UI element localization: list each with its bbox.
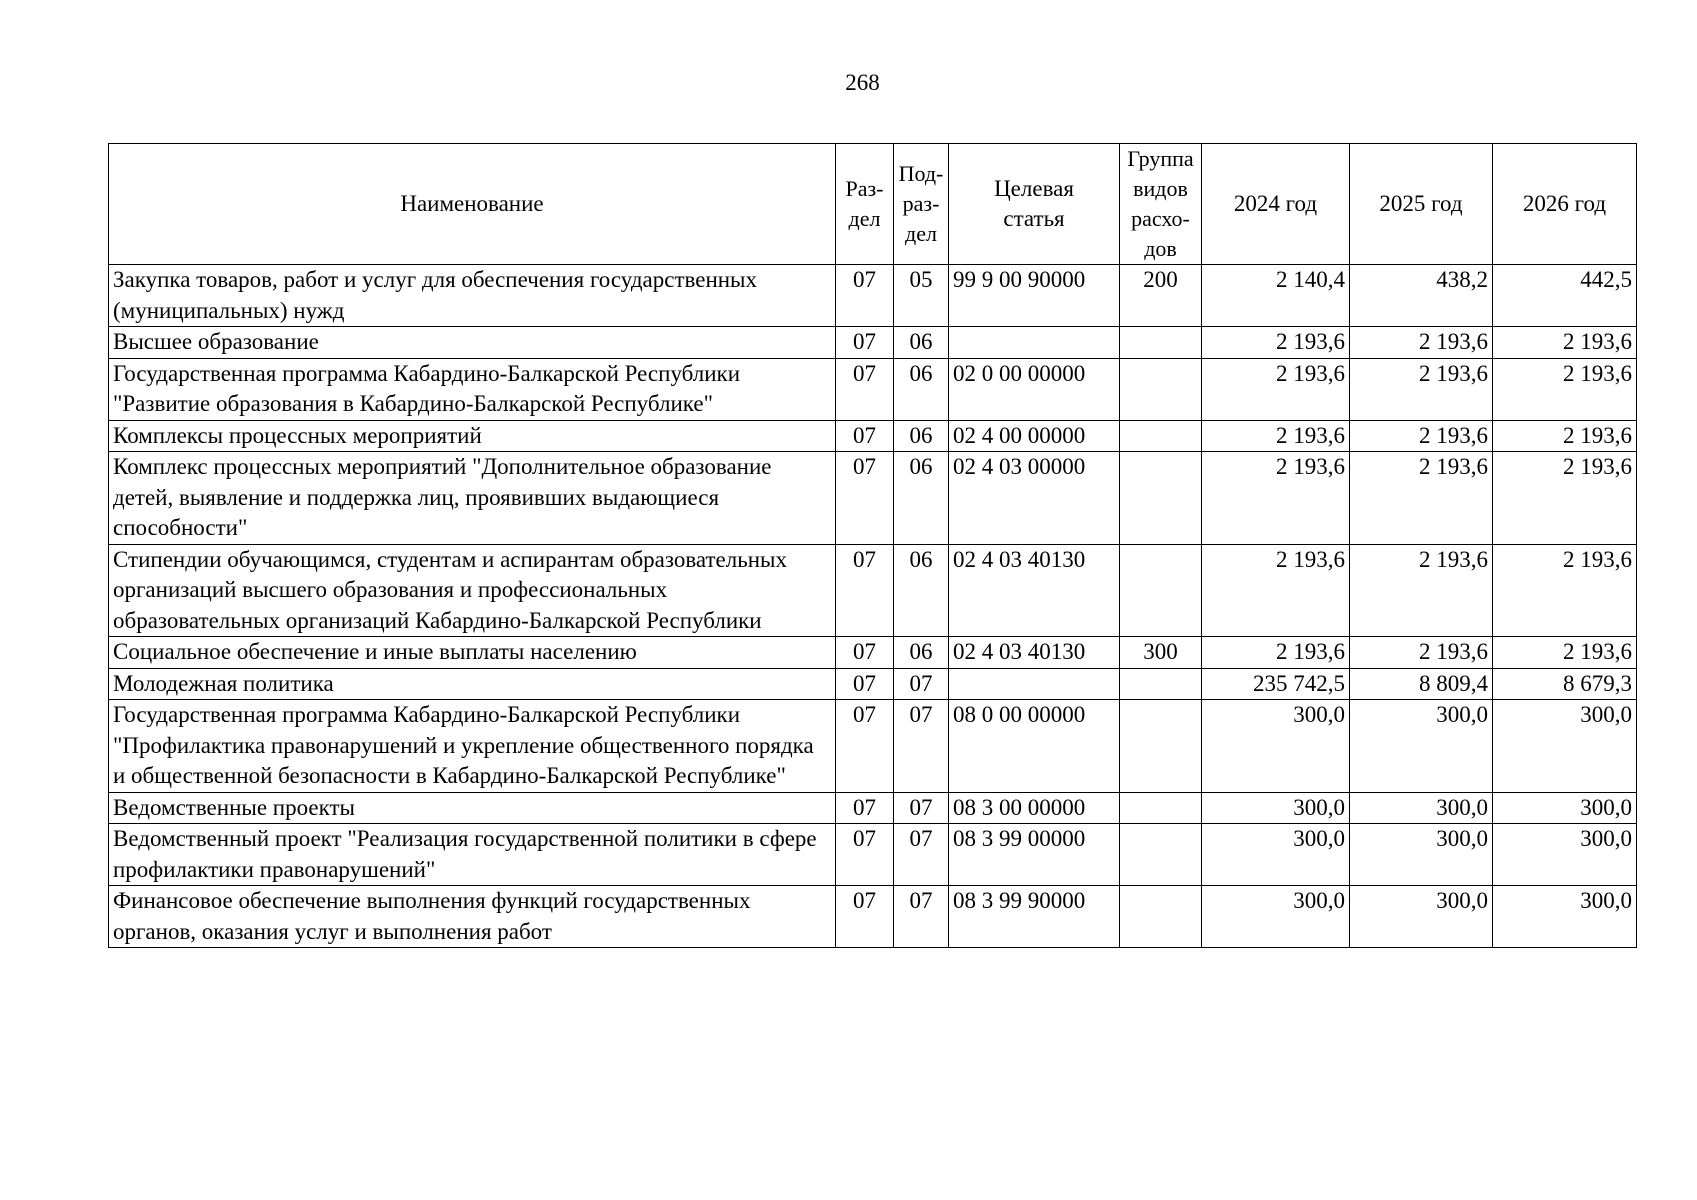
cell-2024: 300,0	[1202, 886, 1350, 948]
cell-2024: 2 193,6	[1202, 358, 1350, 420]
cell-2024: 2 193,6	[1202, 420, 1350, 452]
col-header-razdel-text: Раз- дел	[845, 176, 884, 231]
cell-podrazdel: 06	[894, 327, 949, 359]
table-row	[109, 637, 1637, 669]
cell-group: 200	[1120, 265, 1202, 327]
cell-target: 08 3 99 90000	[949, 886, 1120, 948]
cell-target: 08 3 99 00000	[949, 824, 1120, 886]
cell-2025: 2 193,6	[1350, 637, 1493, 669]
cell-2025: 438,2	[1350, 265, 1493, 327]
cell-target: 02 4 00 00000	[949, 420, 1120, 452]
cell-podrazdel: 06	[894, 544, 949, 637]
cell-2024: 300,0	[1202, 824, 1350, 886]
cell-razdel: 07	[836, 265, 894, 327]
cell-2025: 8 809,4	[1350, 668, 1493, 700]
table-header	[109, 144, 1637, 265]
cell-2025: 2 193,6	[1350, 452, 1493, 545]
cell-2026: 2 193,6	[1493, 637, 1637, 669]
cell-2026: 300,0	[1493, 792, 1637, 824]
cell-podrazdel: 07	[894, 792, 949, 824]
cell-name: Ведомственные проекты	[109, 792, 836, 824]
cell-podrazdel: 07	[894, 700, 949, 793]
cell-podrazdel: 07	[894, 886, 949, 948]
cell-razdel: 07	[836, 886, 894, 948]
cell-podrazdel: 06	[894, 420, 949, 452]
cell-name: Государственная программа Кабардино-Балкарской Республики "Развитие образования в Кабардино-Балкарской Республике"	[109, 358, 836, 420]
table-row	[109, 792, 1637, 824]
table-row	[109, 668, 1637, 700]
table-row	[109, 265, 1637, 327]
table-row	[109, 824, 1637, 886]
cell-podrazdel: 06	[894, 452, 949, 545]
col-header-name: Наименование	[109, 144, 836, 265]
cell-name: Социальное обеспечение и иные выплаты населению	[109, 637, 836, 669]
cell-razdel: 07	[836, 358, 894, 420]
cell-2026: 300,0	[1493, 886, 1637, 948]
cell-2026: 2 193,6	[1493, 420, 1637, 452]
cell-razdel: 07	[836, 544, 894, 637]
cell-target: 02 4 03 00000	[949, 452, 1120, 545]
cell-group	[1120, 544, 1202, 637]
col-header-2026: 2026 год	[1493, 144, 1637, 265]
col-header-group	[1120, 144, 1202, 265]
table-body	[109, 265, 1637, 948]
col-header-razdel	[836, 144, 894, 265]
cell-podrazdel: 07	[894, 668, 949, 700]
cell-target: 08 3 00 00000	[949, 792, 1120, 824]
budget-table	[108, 143, 1637, 948]
cell-razdel: 07	[836, 452, 894, 545]
page-number: 268	[845, 70, 880, 95]
cell-name: Стипендии обучающимся, студентам и аспирантам образовательных организаций высшего образования и профессиональных образовательных организаций Кабардино-Балкарской Республики	[109, 544, 836, 637]
col-header-2025: 2025 год	[1350, 144, 1493, 265]
cell-group	[1120, 886, 1202, 948]
cell-2026: 2 193,6	[1493, 544, 1637, 637]
cell-group	[1120, 452, 1202, 545]
cell-target: 99 9 00 90000	[949, 265, 1120, 327]
cell-target: 02 4 03 40130	[949, 637, 1120, 669]
cell-razdel: 07	[836, 792, 894, 824]
cell-2025: 2 193,6	[1350, 544, 1493, 637]
cell-2024: 2 193,6	[1202, 637, 1350, 669]
cell-2024: 2 193,6	[1202, 452, 1350, 545]
cell-podrazdel: 07	[894, 824, 949, 886]
cell-group	[1120, 700, 1202, 793]
cell-razdel: 07	[836, 824, 894, 886]
cell-2026: 300,0	[1493, 700, 1637, 793]
cell-razdel: 07	[836, 700, 894, 793]
cell-2025: 300,0	[1350, 824, 1493, 886]
cell-group	[1120, 420, 1202, 452]
cell-group: 300	[1120, 637, 1202, 669]
cell-podrazdel: 05	[894, 265, 949, 327]
cell-name: Ведомственный проект "Реализация государственной политики в сфере профилактики правонарушений"	[109, 824, 836, 886]
cell-2025: 2 193,6	[1350, 358, 1493, 420]
cell-target: 02 0 00 00000	[949, 358, 1120, 420]
cell-2024: 2 140,4	[1202, 265, 1350, 327]
cell-2024: 2 193,6	[1202, 327, 1350, 359]
cell-razdel: 07	[836, 668, 894, 700]
cell-2026: 8 679,3	[1493, 668, 1637, 700]
col-header-target	[949, 144, 1120, 265]
cell-group	[1120, 792, 1202, 824]
cell-2025: 2 193,6	[1350, 420, 1493, 452]
cell-razdel: 07	[836, 327, 894, 359]
cell-2024: 300,0	[1202, 700, 1350, 793]
cell-razdel: 07	[836, 420, 894, 452]
cell-2025: 300,0	[1350, 792, 1493, 824]
table-row	[109, 452, 1637, 545]
cell-2025: 300,0	[1350, 700, 1493, 793]
cell-name: Высшее образование	[109, 327, 836, 359]
cell-2025: 2 193,6	[1350, 327, 1493, 359]
cell-2026: 442,5	[1493, 265, 1637, 327]
cell-razdel: 07	[836, 637, 894, 669]
cell-group	[1120, 358, 1202, 420]
table-row	[109, 886, 1637, 948]
table-row	[109, 700, 1637, 793]
table-row	[109, 327, 1637, 359]
col-header-group-text: Группа видов расхо- дов	[1127, 146, 1194, 261]
cell-2026: 2 193,6	[1493, 358, 1637, 420]
cell-name: Государственная программа Кабардино-Балкарской Республики "Профилактика правонарушений и укрепление общественного порядка и общественной безопасности в Кабардино-Балкарской Республике"	[109, 700, 836, 793]
header-row	[109, 144, 1637, 265]
cell-2026: 2 193,6	[1493, 452, 1637, 545]
table-row	[109, 544, 1637, 637]
cell-2025: 300,0	[1350, 886, 1493, 948]
cell-podrazdel: 06	[894, 637, 949, 669]
cell-2026: 300,0	[1493, 824, 1637, 886]
cell-group	[1120, 327, 1202, 359]
col-header-podrazdel	[894, 144, 949, 265]
cell-target	[949, 668, 1120, 700]
cell-2024: 2 193,6	[1202, 544, 1350, 637]
table-row	[109, 420, 1637, 452]
cell-target	[949, 327, 1120, 359]
cell-name: Закупка товаров, работ и услуг для обеспечения государственных (муниципальных) нужд	[109, 265, 836, 327]
cell-group	[1120, 668, 1202, 700]
col-header-2024: 2024 год	[1202, 144, 1350, 265]
cell-target: 08 0 00 00000	[949, 700, 1120, 793]
cell-group	[1120, 824, 1202, 886]
table-row	[109, 358, 1637, 420]
cell-name: Молодежная политика	[109, 668, 836, 700]
col-header-target-text: Целевая статья	[994, 175, 1074, 231]
cell-2026: 2 193,6	[1493, 327, 1637, 359]
cell-2024: 300,0	[1202, 792, 1350, 824]
cell-podrazdel: 06	[894, 358, 949, 420]
col-header-podrazdel-text: Под- раз- дел	[898, 161, 944, 246]
cell-name: Финансовое обеспечение выполнения функций государственных органов, оказания услуг и выполнения работ	[109, 886, 836, 948]
cell-name: Комплексы процессных мероприятий	[109, 420, 836, 452]
cell-name: Комплекс процессных мероприятий "Дополнительное образование детей, выявление и поддержка лиц, проявивших выдающиеся способности"	[109, 452, 836, 545]
cell-2024: 235 742,5	[1202, 668, 1350, 700]
cell-target: 02 4 03 40130	[949, 544, 1120, 637]
